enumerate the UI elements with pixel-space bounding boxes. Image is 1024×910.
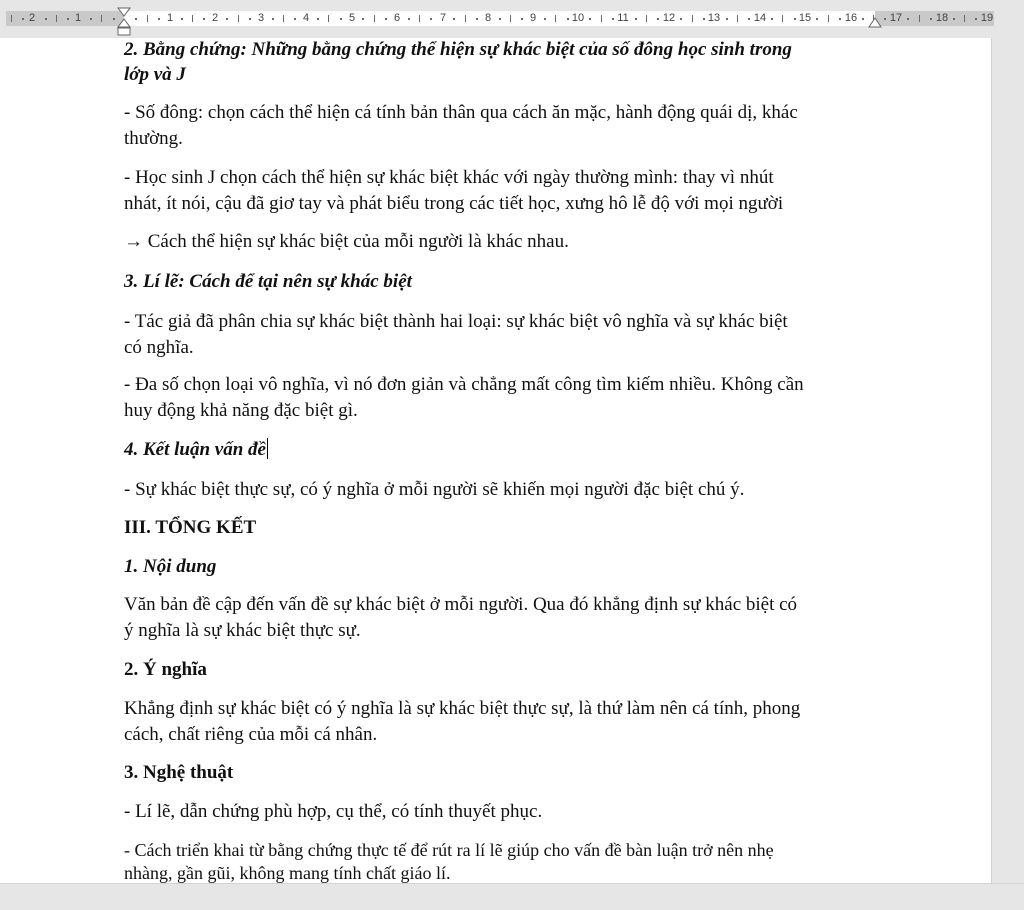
ruler-tick	[646, 15, 647, 22]
text-cursor	[267, 438, 268, 459]
paragraph-line: nhát, ít nói, cậu đã giơ tay và phát biểu trong các tiết học, xưng hô lễ độ với mọi người	[124, 193, 784, 214]
right-indent-marker[interactable]	[868, 17, 882, 29]
ruler-dot	[726, 18, 728, 20]
ruler-tick	[374, 15, 375, 22]
ruler-label: 18	[935, 12, 949, 24]
ruler-dot	[771, 18, 773, 20]
ruler-label: 16	[844, 12, 858, 24]
ruler-tick	[782, 15, 783, 22]
ruler-label: 7	[439, 12, 447, 24]
ruler-dot	[67, 18, 69, 20]
ruler-tick	[147, 15, 148, 22]
ruler-tick	[11, 15, 12, 22]
ruler-dot	[907, 18, 909, 20]
ruler-dot	[453, 18, 455, 20]
ruler-tick	[56, 15, 57, 22]
ruler-dot	[340, 18, 342, 20]
ruler-dot	[680, 18, 682, 20]
ruler-dot	[567, 18, 569, 20]
ruler-dot	[839, 18, 841, 20]
paragraph-line: - Cách triển khai từ bằng chứng thực tế để rút ra lí lẽ giúp cho vấn đề bàn luận trở nên nhẹ	[124, 840, 774, 860]
heading-evidence: 2. Bằng chứng: Những bằng chứng thể hiện sự khác biệt của số đông học sinh trong	[124, 39, 792, 60]
ruler-dot	[657, 18, 659, 20]
ruler-label: 1	[166, 12, 174, 24]
heading-art: 3. Nghệ thuật	[124, 762, 234, 783]
paragraph-line: có nghĩa.	[124, 337, 194, 358]
ruler-dot	[158, 18, 160, 20]
ruler-tick	[919, 15, 920, 22]
paragraph-line: thường.	[124, 128, 183, 149]
ruler-dot	[113, 18, 115, 20]
ruler-label: 3	[257, 12, 265, 24]
ruler-label: 17	[889, 12, 903, 24]
ruler-dot	[862, 18, 864, 20]
ruler-dot	[953, 18, 955, 20]
ruler-dot	[317, 18, 319, 20]
ruler-tick	[419, 15, 420, 22]
heading-evidence-cont: lớp và J	[124, 64, 186, 85]
paragraph-line: - Số đông: chọn cách thể hiện cá tính bản thân qua cách ăn mặc, hành động quái dị, khác	[124, 102, 798, 123]
heading-reasoning: 3. Lí lẽ: Cách để tại nên sự khác biệt	[124, 271, 412, 292]
ruler-dot	[294, 18, 296, 20]
paragraph-line: - Sự khác biệt thực sự, có ý nghĩa ở mỗi người sẽ khiến mọi người đặc biệt chú ý.	[124, 479, 745, 500]
paragraph-line: Khẳng định sự khác biệt có ý nghĩa là sự khác biệt thực sự, là thứ làm nên cá tính, phong	[124, 698, 801, 719]
ruler-tick	[328, 15, 329, 22]
ruler-tick	[601, 15, 602, 22]
ruler-tick	[964, 15, 965, 22]
paragraph-line: - Đa số chọn loại vô nghĩa, vì nó đơn giản và chẳng mất công tìm kiếm nhiều. Không cần	[124, 374, 804, 395]
ruler-dot	[748, 18, 750, 20]
ruler-dot	[272, 18, 274, 20]
ruler-tick	[828, 15, 829, 22]
ruler-tick	[238, 15, 239, 22]
heading-conclusion-text: 4. Kết luận vấn đề	[124, 439, 266, 460]
ruler-dot	[181, 18, 183, 20]
ruler-tick	[510, 15, 511, 22]
heading-conclusion	[124, 438, 268, 462]
ruler-dot	[408, 18, 410, 20]
ruler-tick	[692, 15, 693, 22]
left-indent-marker[interactable]	[117, 7, 131, 37]
ruler-dot	[589, 18, 591, 20]
ruler-dot	[499, 18, 501, 20]
ruler-dot	[816, 18, 818, 20]
ruler-dot	[521, 18, 523, 20]
ruler-label: 2	[28, 12, 36, 24]
ruler-dot	[45, 18, 47, 20]
ruler-label: 19	[980, 12, 994, 24]
heading-content: 1. Nội dung	[124, 556, 217, 577]
ruler-dot	[975, 18, 977, 20]
ruler-tick	[283, 15, 284, 22]
heading-meaning: 2. Ý nghĩa	[124, 659, 207, 680]
paragraph-line: Văn bản đề cập đến vấn đề sự khác biệt ở mỗi người. Qua đó khẳng định sự khác biệt có	[124, 594, 798, 615]
paragraph-line: - Tác giả đã phân chia sự khác biệt thành hai loại: sự khác biệt vô nghĩa và sự khác biệt	[124, 311, 788, 332]
page-gap	[0, 883, 1024, 910]
ruler-label: 15	[798, 12, 812, 24]
ruler-label: 5	[348, 12, 356, 24]
ruler-dot	[203, 18, 205, 20]
paragraph-line: - Học sinh J chọn cách thể hiện sự khác biệt khác với ngày thường mình: thay vì nhút	[124, 167, 774, 188]
ruler-dot	[930, 18, 932, 20]
ruler-label: 14	[753, 12, 767, 24]
paragraph-line: ý nghĩa là sự khác biệt thực sự.	[124, 620, 361, 641]
ruler-dot	[362, 18, 364, 20]
ruler-label: 12	[662, 12, 676, 24]
ruler-dot	[249, 18, 251, 20]
document-page[interactable]	[0, 38, 992, 883]
ruler-tick	[555, 15, 556, 22]
paragraph-line: nhàng, gần gũi, không mang tính chất giáo lí.	[124, 863, 451, 883]
ruler-dot	[135, 18, 137, 20]
ruler-dot	[430, 18, 432, 20]
ruler-dot	[612, 18, 614, 20]
ruler-tick	[737, 15, 738, 22]
ruler-label: 6	[393, 12, 401, 24]
horizontal-ruler[interactable]	[0, 0, 1024, 38]
ruler-tick	[465, 15, 466, 22]
ruler-label: 11	[617, 12, 629, 24]
paragraph-line: huy động khả năng đặc biệt gì.	[124, 400, 358, 421]
ruler-dot	[544, 18, 546, 20]
ruler-label: 8	[484, 12, 492, 24]
ruler-label: 10	[571, 12, 585, 24]
ruler-dot	[385, 18, 387, 20]
ruler-label: 1	[74, 12, 82, 24]
ruler-tick	[101, 15, 102, 22]
paragraph-line: cách, chất riêng của mỗi cá nhân.	[124, 724, 378, 745]
ruler-label: 4	[302, 12, 310, 24]
ruler-dot	[476, 18, 478, 20]
ruler-dot	[90, 18, 92, 20]
paragraph-line: → Cách thể hiện sự khác biệt của mỗi người là khác nhau.	[124, 231, 569, 252]
ruler-dot	[226, 18, 228, 20]
ruler-label: 9	[529, 12, 537, 24]
ruler-dot	[703, 18, 705, 20]
ruler-dot	[635, 18, 637, 20]
ruler-dot	[884, 18, 886, 20]
ruler-label: 2	[211, 12, 219, 24]
paragraph-line: - Lí lẽ, dẫn chứng phù hợp, cụ thể, có tính thuyết phục.	[124, 801, 543, 822]
ruler-label: 13	[707, 12, 721, 24]
ruler-dot	[22, 18, 24, 20]
ruler-tick	[192, 15, 193, 22]
ruler-dot	[794, 18, 796, 20]
heading-summary: III. TỔNG KẾT	[124, 517, 257, 538]
